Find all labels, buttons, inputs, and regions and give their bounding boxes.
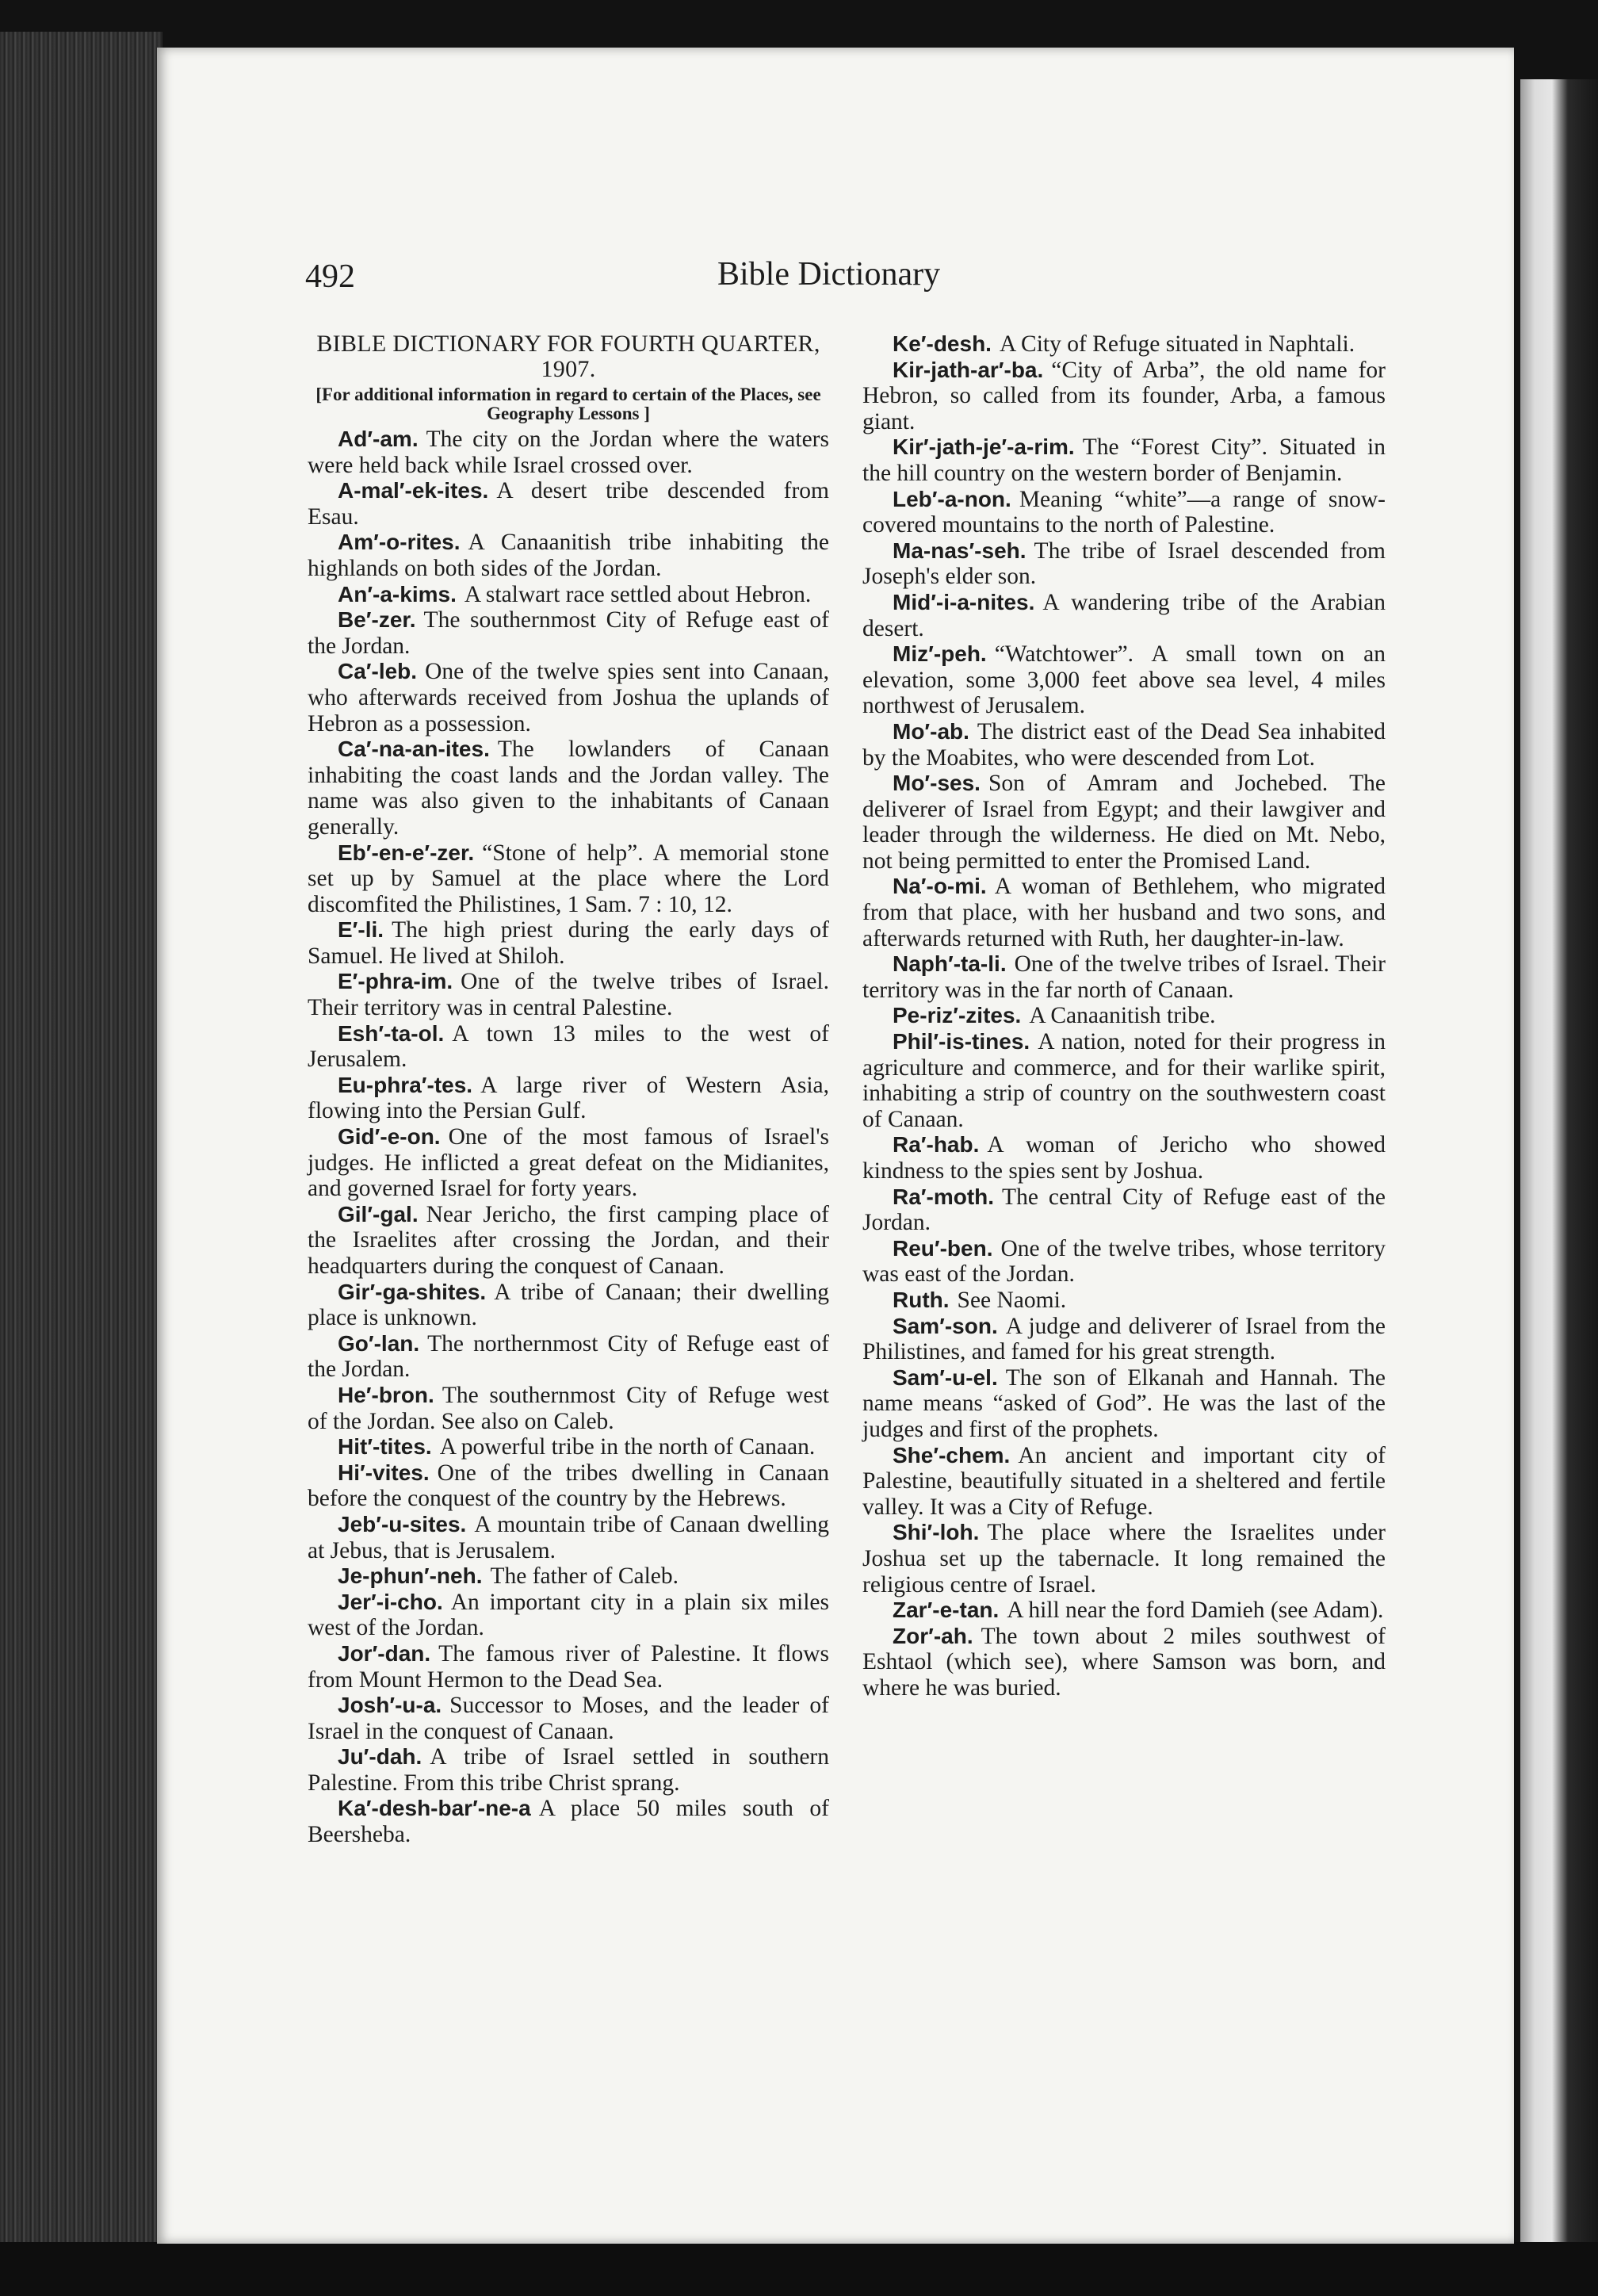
entry-definition: A tribe of Israel settled in southern Palestine. From this tribe Christ sprang. — [308, 1744, 829, 1796]
entry-definition: The famous river of Palestine. It flows from Mount Hermon to the Dead Sea. — [308, 1640, 829, 1693]
entry-term: Ruth. — [893, 1287, 950, 1312]
book-page-edges-left — [0, 32, 162, 2279]
entry-definition: A desert tribe descended from Esau. — [308, 478, 829, 530]
entry-definition: The northernmost City of Refuge east of the Jordan. — [308, 1330, 829, 1383]
entry-definition: The “Forest City”. Situated in the hill country on the western border of Benjamin. — [862, 434, 1386, 486]
entry-definition: A town 13 miles to the west of Jerusalem. — [308, 1020, 829, 1073]
entry-definition: The son of Elkanah and Hannah. The name means “asked of God”. He was the last of the judges and first of the prophets. — [862, 1364, 1386, 1442]
dictionary-entry — [308, 427, 829, 478]
entry-term: Ke′-desh. — [893, 331, 992, 356]
entry-definition: “Watchtower”. A small town on an elevation, some 3,000 feet above sea level, 4 miles northwest of Jerusalem. — [862, 641, 1386, 719]
dictionary-entry — [862, 771, 1386, 874]
dictionary-entry — [862, 331, 1386, 358]
dictionary-entry — [862, 1314, 1386, 1365]
entry-term: Hit′-tites. — [338, 1434, 432, 1460]
entry-term: Ra′-hab. — [893, 1132, 980, 1158]
entry-definition: Meaning “white”—a range of snow-covered mountains to the north of Palestine. — [862, 486, 1386, 538]
entry-term: Ca′-leb. — [338, 659, 418, 684]
entry-term: Mo′-ses. — [893, 771, 981, 796]
entry-term: Ca′-na-an-ites. — [338, 737, 490, 762]
entry-term: Josh′-u-a. — [338, 1693, 442, 1718]
dictionary-entry — [308, 659, 829, 737]
dictionary-entry — [308, 737, 829, 840]
entry-term: Zor′-ah. — [893, 1623, 973, 1648]
entry-definition: The lowlanders of Canaan inhabiting the coast lands and the Jordan valley. The name was also given to the inhabitants of Canaan generally. — [308, 737, 829, 840]
dictionary-entry — [308, 969, 829, 1020]
entry-definition: A woman of Jericho who showed kindness to the spies sent by Joshua. — [862, 1132, 1386, 1184]
entry-term: Naph′-ta-li. — [893, 951, 1007, 977]
entry-definition: The central City of Refuge east of the Jordan. — [862, 1184, 1386, 1236]
entry-definition: A powerful tribe in the north of Canaan. — [439, 1434, 816, 1460]
dictionary-entry — [308, 478, 829, 530]
entry-definition: A mountain tribe of Canaan dwelling at Jebus, that is Jerusalem. — [308, 1511, 829, 1563]
entry-definition: The father of Caleb. — [490, 1563, 679, 1590]
entry-term: Jor′-dan. — [338, 1640, 431, 1666]
entry-term: Ad′-am. — [338, 427, 419, 451]
dictionary-entry — [862, 1624, 1386, 1701]
entry-definition: A City of Refuge situated in Naphtali. — [999, 331, 1355, 357]
entry-term: Kir′-jath-je′-a-rim. — [893, 434, 1075, 460]
entry-definition: The high priest during the early days of Samuel. He lived at Shiloh. — [308, 917, 829, 969]
entry-term: Je-phun′-neh. — [338, 1563, 483, 1589]
dictionary-entry — [862, 1598, 1386, 1624]
left-entry-list — [308, 427, 829, 1848]
right-entry-list — [862, 331, 1386, 1701]
entry-term: Kir-jath-ar′-ba. — [893, 357, 1044, 382]
entry-term: Mid′-i-a-nites. — [893, 589, 1035, 614]
entry-definition: The town about 2 miles southwest of Eshtaol (which see), where Samson was born, and where he was buried. — [862, 1623, 1386, 1701]
entry-term: Jeb′-u-sites. — [338, 1511, 467, 1536]
dictionary-entry — [862, 1365, 1386, 1443]
dictionary-entry — [862, 434, 1386, 486]
dictionary-entry — [308, 1563, 829, 1590]
entry-term: Gir′-ga-shites. — [338, 1279, 487, 1304]
left-column — [308, 331, 829, 1848]
dictionary-entry — [862, 487, 1386, 538]
dictionary-entry — [862, 538, 1386, 590]
entry-term: Sam′-u-el. — [893, 1364, 998, 1390]
entry-term: Zar′-e-tan. — [893, 1598, 1000, 1623]
entry-definition: A woman of Bethlehem, who migrated from that place, with her husband and two sons, and afterwards returned with Ruth, her daughter-in-law. — [862, 874, 1386, 951]
entry-definition: Near Jericho, the first camping place of the Israelites after crossing the Jordan, and their headquarters during the conquest of Canaan. — [308, 1201, 829, 1279]
dictionary-entry — [862, 1236, 1386, 1288]
entry-definition: The place where the Israelites under Joshua set up the tabernacle. It long remained the religious centre of Israel. — [862, 1520, 1386, 1598]
entry-definition: “City of Arba”, the old name for Hebron, so called from its founder, Arba, a famous giant. — [862, 357, 1386, 434]
book-page-edges-right — [1520, 79, 1598, 2283]
entry-term: Pe-riz′-zites. — [893, 1003, 1022, 1028]
entry-term: Ju′-dah. — [338, 1744, 422, 1770]
entry-term: Gid′-e-on. — [338, 1124, 441, 1150]
entry-term: E′-li. — [338, 917, 384, 943]
entry-term: Hi′-vites. — [338, 1460, 430, 1485]
entry-definition: See Naomi. — [957, 1287, 1067, 1313]
dictionary-entry — [308, 607, 829, 659]
dictionary-entry — [862, 1132, 1386, 1184]
entry-term: Phil′-is-tines. — [893, 1029, 1030, 1054]
dictionary-entry — [308, 1383, 829, 1434]
right-column — [862, 331, 1386, 1701]
entry-term: An′-a-kims. — [338, 581, 457, 607]
dictionary-entry — [862, 874, 1386, 951]
dictionary-entry — [862, 719, 1386, 771]
entry-term: Shi′-loh. — [893, 1520, 980, 1545]
dictionary-entry — [862, 1443, 1386, 1521]
dictionary-entry — [862, 1288, 1386, 1314]
entry-definition: Son of Amram and Jochebed. The deliverer of Israel from Egypt; and their lawgiver and leader through the wilderness. He died on Mt. Nebo, not being permitted to enter the Promised Land. — [862, 771, 1386, 874]
dictionary-entry — [308, 1744, 829, 1796]
entry-term: Leb′-a-non. — [893, 486, 1011, 511]
entry-definition: An important city in a plain six miles west of the Jordan. — [308, 1589, 829, 1641]
entry-definition: The tribe of Israel descended from Joseph's elder son. — [862, 538, 1386, 590]
entry-term: Jer′-i-cho. — [338, 1589, 443, 1614]
section-note: [For additional information in regard to certain of the Places, see Geography Lessons ] — [315, 385, 821, 423]
entry-term: Esh′-ta-ol. — [338, 1020, 445, 1046]
entry-term: Gil′-gal. — [338, 1201, 419, 1226]
entry-definition: A stalwart race settled about Hebron. — [464, 581, 812, 607]
dictionary-entry — [308, 1796, 829, 1847]
entry-term: Go′-lan. — [338, 1330, 420, 1356]
entry-term: Na′-o-mi. — [893, 874, 987, 899]
entry-definition: A place 50 miles south of Beersheba. — [308, 1796, 829, 1848]
entry-term: Ma-nas′-seh. — [893, 538, 1026, 563]
dictionary-entry — [308, 530, 829, 581]
dictionary-entry — [862, 641, 1386, 719]
dictionary-entry — [308, 1073, 829, 1124]
entry-term: Miz′-peh. — [893, 641, 987, 667]
dictionary-entry — [308, 1280, 829, 1331]
entry-term: Am′-o-rites. — [338, 530, 461, 555]
entry-term: Eb′-en-e′-zer. — [338, 840, 475, 865]
entry-definition: Successor to Moses, and the leader of Israel in the conquest of Canaan. — [308, 1693, 829, 1744]
entry-term: Eu-phra′-tes. — [338, 1072, 473, 1097]
dictionary-entry — [308, 1512, 829, 1563]
entry-definition: One of the twelve tribes, whose territory was east of the Jordan. — [862, 1235, 1386, 1288]
dictionary-entry — [308, 1124, 829, 1202]
entry-definition: The southernmost City of Refuge east of the Jordan. — [308, 607, 829, 659]
entry-definition: A nation, noted for their progress in agriculture and commerce, and for their warlike spirit, inhabiting a strip of country on the southwestern coast of Canaan. — [862, 1029, 1386, 1132]
dictionary-entry — [308, 1021, 829, 1073]
entry-definition: A Canaanitish tribe inhabiting the highlands on both sides of the Jordan. — [308, 530, 829, 581]
dictionary-entry — [862, 951, 1386, 1003]
dictionary-entry — [862, 1520, 1386, 1598]
dictionary-entry — [308, 1460, 829, 1512]
entry-definition: One of the twelve tribes of Israel. Their territory was in central Palestine. — [308, 969, 829, 1021]
entry-definition: The district east of the Dead Sea inhabited by the Moabites, who were descended from Lot. — [862, 718, 1386, 771]
dictionary-entry — [308, 582, 829, 608]
entry-definition: One of the most famous of Israel's judges. He inflicted a great defeat on the Midianites, and governed Israel for forty years. — [308, 1124, 829, 1202]
entry-term: Sam′-son. — [893, 1313, 998, 1338]
entry-term: He′-bron. — [338, 1382, 434, 1407]
entry-term: E′-phra-im. — [338, 969, 453, 994]
entry-definition: A hill near the ford Damieh (see Adam). — [1007, 1598, 1384, 1624]
entry-definition: “Stone of help”. A memorial stone set up by Samuel at the place where the Lord discomfited the Philistines, 1 Sam. 7 : 10, 12. — [308, 840, 829, 917]
dictionary-entry — [862, 1029, 1386, 1132]
entry-term: Mo′-ab. — [893, 718, 969, 744]
entry-definition: A wandering tribe of the Arabian desert. — [862, 589, 1386, 641]
section-title: BIBLE DICTIONARY FOR FOURTH QUARTER, 1907. — [316, 331, 820, 382]
entry-term: Be′-zer. — [338, 607, 416, 633]
page-number: 492 — [305, 258, 355, 295]
entry-term: Ra′-moth. — [893, 1184, 995, 1209]
dictionary-entry — [308, 840, 829, 918]
dictionary-entry — [862, 1184, 1386, 1236]
entry-term: Reu′-ben. — [893, 1235, 993, 1261]
entry-definition: The city on the Jordan where the waters were held back while Israel crossed over. — [308, 427, 829, 478]
dictionary-entry — [862, 358, 1386, 435]
scan-background-bottom — [0, 2242, 1598, 2296]
entry-term: A-mal′-ek-ites. — [338, 478, 489, 503]
dictionary-entry — [308, 1590, 829, 1641]
entry-definition: One of the twelve spies sent into Canaan, who afterwards received from Joshua the uplands of Hebron as a possession. — [308, 659, 829, 737]
entry-definition: A large river of Western Asia, flowing into the Persian Gulf. — [308, 1072, 829, 1124]
dictionary-entry — [308, 1331, 829, 1383]
dictionary-entry — [308, 1434, 829, 1460]
dictionary-entry — [308, 1641, 829, 1693]
entry-term: Ka′-desh-bar′-ne-a — [338, 1796, 531, 1821]
entry-definition: The southernmost City of Refuge west of the Jordan. See also on Caleb. — [308, 1382, 829, 1434]
dictionary-entry — [308, 1202, 829, 1280]
running-head: Bible Dictionary — [717, 256, 941, 293]
dictionary-entry — [308, 917, 829, 969]
entry-definition: An ancient and important city of Palestine, beautifully situated in a sheltered and fertile valley. It was a City of Refuge. — [862, 1442, 1386, 1520]
entry-definition: A judge and deliverer of Israel from the Philistines, and famed for his great strength. — [862, 1313, 1386, 1365]
entry-definition: A Canaanitish tribe. — [1029, 1003, 1216, 1029]
entry-definition: One of the twelve tribes of Israel. Their territory was in the far north of Canaan. — [862, 951, 1386, 1003]
entry-definition: One of the tribes dwelling in Canaan before the conquest of the country by the Hebrews. — [308, 1460, 829, 1512]
entry-term: She′-chem. — [893, 1442, 1011, 1468]
dictionary-entry — [862, 590, 1386, 641]
entry-definition: A tribe of Canaan; their dwelling place is unknown. — [308, 1279, 829, 1331]
dictionary-entry — [308, 1693, 829, 1744]
dictionary-entry — [862, 1003, 1386, 1029]
